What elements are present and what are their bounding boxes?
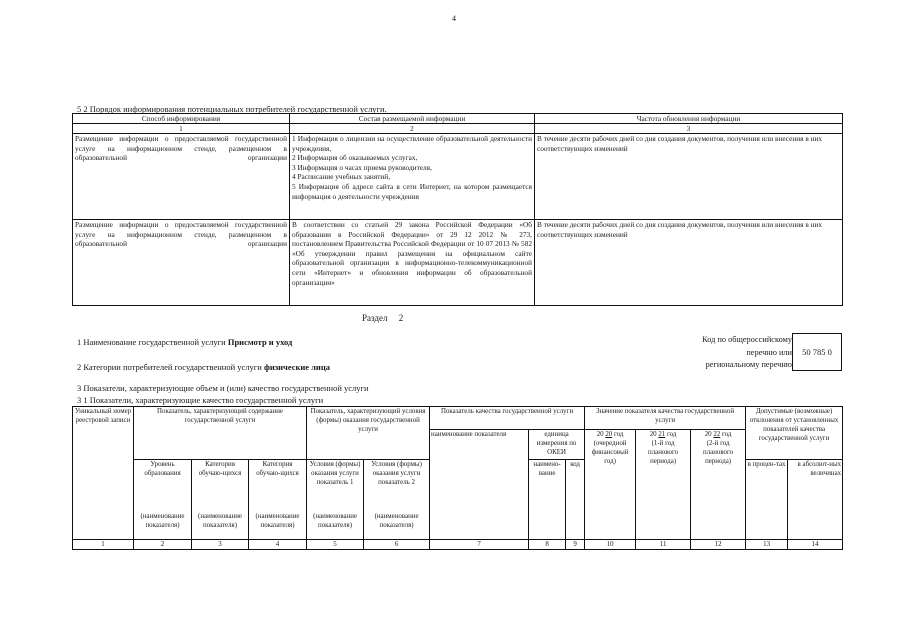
sub-header: Условия (формы) оказания услуги показатель 2 (наименование показателя): [364, 460, 430, 540]
service-category-prefix: 2 Категории потребителей государственной услуги: [77, 362, 262, 372]
header-content-indicator: Показатель, характеризующий содержание государственной услуги: [134, 407, 307, 460]
table-row: [73, 220, 843, 306]
sub-header: Категория обучаю-щихся (наименование показателя): [249, 460, 307, 540]
razdel-label: Раздел: [362, 313, 388, 323]
col-number: 10: [585, 540, 636, 550]
code-label-line: перечню или: [746, 347, 792, 357]
col-number: 5: [307, 540, 364, 550]
page-number: 4: [452, 14, 456, 23]
col-number: 3: [192, 540, 249, 550]
header-conditions-indicator: Показатель, характеризующий условия (формы) оказания государственной услуги: [307, 407, 430, 460]
informing-table: [72, 113, 843, 306]
code-label-line: Код по общероссийскому: [702, 335, 792, 344]
sub-header: Уровень образования (наименование показателя): [134, 460, 192, 540]
content-cell: [290, 134, 535, 220]
col-number: 14: [788, 540, 843, 550]
header-year-2: 20 21 год (1-й год планового периода): [636, 430, 691, 540]
content-item: 2 Информация об оказываемых услугах,: [292, 153, 418, 163]
column-numbers-row: [73, 540, 843, 550]
code-label: [681, 334, 792, 372]
content-item: 3 Информация о часах приема руководителя,: [292, 162, 432, 172]
code-value: 50 785 0: [802, 347, 832, 357]
sub-header-unit-code: код: [566, 460, 585, 540]
col-number: 12: [691, 540, 746, 550]
service-name-value: Присмотр и уход: [227, 337, 293, 347]
header-num-1: 1: [73, 124, 290, 134]
col-number: 8: [529, 540, 566, 550]
service-category-value: физические лица: [263, 362, 330, 372]
header-unique-number: Уникальный номер реестровой записи: [73, 407, 134, 540]
header-method: Способ информирования: [73, 114, 290, 124]
header-year-1: 20 20 год (очередной финансовый год): [585, 430, 636, 540]
col-number: 6: [364, 540, 430, 550]
section-5-2-title: 5 2 Порядок информирования потенциальных потребителей государственной услуги.: [77, 104, 387, 114]
content-item: 1 Информация о лицензии на осуществление образовательной деятельности учреждения,: [292, 134, 532, 153]
method-cell: Размещение информации о предоставляемой государственной услуге на информационном стенде, размещенном в образовательной организации: [73, 134, 290, 220]
col-number: 7: [430, 540, 529, 550]
header-content: Состав размещаемой информации: [290, 114, 535, 124]
frequency-cell: В течение десяти рабочих дней со дня создания документов, получения или внесения в них соответствующих изменений: [535, 134, 843, 220]
col-number: 2: [134, 540, 192, 550]
code-label-line: региональному перечню: [705, 360, 792, 369]
sub-header-unit-name: наимено-вание: [529, 460, 566, 540]
col-number: 9: [566, 540, 585, 550]
frequency-cell: В течение десяти рабочих дней со дня создания документов, получения или внесения в них соответствующих изменений: [535, 220, 843, 306]
sub-header-percent: в процен-тах: [746, 460, 788, 540]
razdel-number: 2: [398, 313, 404, 323]
header-num-2: 2: [290, 124, 535, 134]
header-unit: единица измерения по ОКЕИ: [529, 430, 585, 460]
header-year-3: 20 22 год (2-й год планового периода): [691, 430, 746, 540]
indicators-subtitle: 3 1 Показатели, характеризующие качество государственной услуги: [77, 395, 324, 405]
content-item: 4 Расписание учебных занятий,: [292, 172, 391, 182]
col-number: 13: [746, 540, 788, 550]
sub-header: Условия (формы) оказания услуги показатель 1 (наименование показателя): [307, 460, 364, 540]
header-num-3: 3: [535, 124, 843, 134]
content-cell: В соответствии со статьей 29 закона Российской Федерации «Об образовании в Российской Федерации» от 29 12 2012 № 273, постановлением Правительства Российской Федерации от 10 07 2013 № 582 «Об утверждении правил размещения на официальном сайте образовательной организации в информационно-телекоммуникационной сети «Интернет» и обновления информации об образовательной организации»: [290, 220, 535, 306]
col-number: 11: [636, 540, 691, 550]
service-name-line: [77, 337, 292, 347]
indicators-title: 3 Показатели, характеризующие объем и (или) качество государственной услуги: [77, 383, 369, 393]
service-category-line: [77, 362, 330, 372]
header-quality-indicator: Показатель качества государственной услуги: [430, 407, 585, 430]
method-cell: Размещение информации о предоставляемой государственной услуге на информационном стенде, размещенном в образовательной организации: [73, 220, 290, 306]
sub-header: Категория обучаю-щихся (наименование показателя): [192, 460, 249, 540]
table-row: [73, 134, 843, 220]
col-number: 1: [73, 540, 134, 550]
content-item: 5 Информация об адресе сайта в сети Интернет, на котором размещается информация о деятельности учреждения: [292, 181, 532, 201]
quality-indicators-table: [72, 406, 843, 550]
sub-header-absolute: в абсолют-ных величинах: [788, 460, 843, 540]
razdel-heading: [362, 313, 403, 323]
header-frequency: Частота обновления информации: [535, 114, 843, 124]
service-name-prefix: 1 Наименование государственной услуги: [77, 337, 226, 347]
code-box: [792, 333, 842, 371]
header-values: Значение показателя качества государственной услуги: [585, 407, 746, 430]
col-number: 4: [249, 540, 307, 550]
header-quality-name: наименование показателя: [430, 430, 529, 540]
header-allowed-deviations: Допустимые (возможные) отклонения от установленных показателей качества государственной услуги: [746, 407, 843, 460]
